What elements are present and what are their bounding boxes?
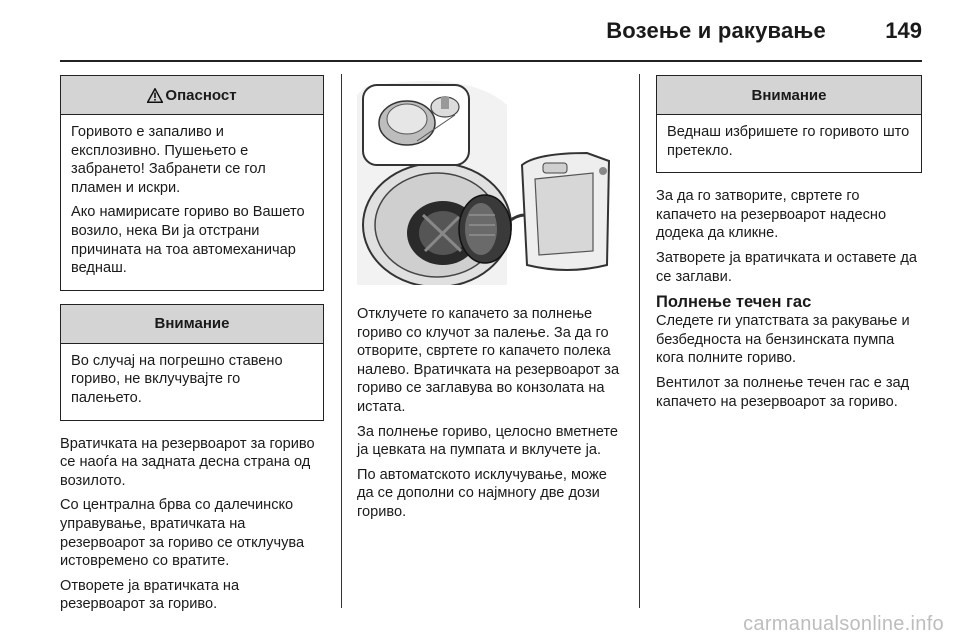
body-paragraph: Со централна брва со далечинско управување, вратичката на резервоарот за гориво се отклучува истовремено со вратите. (60, 497, 305, 570)
header-rule (60, 60, 922, 62)
page-header (60, 14, 922, 58)
page-title: Возење и ракување (606, 18, 826, 43)
fuel-filler-flap-illustration (357, 75, 615, 285)
notice-text: Во случај на погрешно ставено гориво, не вклучувајте го палењето. (71, 352, 283, 406)
danger-box-title: Опасност (165, 86, 237, 104)
body-paragraph: Вентилот за полнење течен гас е зад капачето на резервоарот за гориво. (656, 374, 910, 410)
body-paragraph: За да го затворите, свртете го капачето на резервоарот надесно додека да кликне. (656, 188, 887, 242)
notice-box-body (61, 344, 323, 420)
column-divider (639, 74, 640, 608)
column-divider (341, 74, 342, 608)
body-paragraph: По автоматското исклучување, може да се дополни со најмногу две дози гориво. (357, 466, 607, 520)
notice-text: Веднаш избришете го горивото што претекло. (667, 124, 910, 159)
danger-box-body (61, 115, 323, 290)
body-paragraph: За полнење гориво, целосно вметнете ја цевката на пумпата и вклучете ја. (357, 423, 619, 459)
body-paragraph: Отклучете го капачето за полнење гориво со клучот за палење. За да го отворите, свртете го капачето полека налево. Вратичката на резервоарот за гориво се заглавува во конзолата на истата. (357, 306, 620, 415)
watermark: carmanualsonline.info (743, 613, 944, 635)
body-paragraph: Затворете ја вратичката и оставете да се заглави. (656, 249, 917, 285)
danger-box (60, 75, 324, 291)
warning-triangle-icon (147, 88, 163, 103)
danger-text: Ако намирисате гориво во Вашето возило, нека Ви ја отстрани причината на тоа автомеханичар веднаш. (71, 204, 305, 277)
notice-box (60, 304, 324, 421)
body-paragraph: Следете ги упатствата за ракување и безбедноста на бензинската пумпа кога полните гориво. (656, 313, 910, 367)
column-3 (656, 75, 922, 417)
notice-box-header (61, 305, 323, 344)
page-number: 149 (885, 18, 922, 43)
danger-text: Горивото е запаливо и експлозивно. Пушењето е забрането! Забранети се гол пламен и искри. (71, 124, 266, 196)
notice-box-body (657, 115, 921, 172)
body-paragraph: Отворете ја вратичката на резервоарот за гориво. (60, 577, 240, 613)
notice-box-title: Внимание (751, 86, 827, 104)
section-heading: Полнење течен гас (656, 293, 812, 312)
notice-box-header (657, 76, 921, 115)
notice-box (656, 75, 922, 173)
column-2 (357, 75, 627, 528)
body-paragraph: Вратичката на резервоарот за гориво се наоѓа на задната десна страна од возилото. (60, 435, 315, 489)
notice-box-title: Внимание (154, 315, 230, 333)
column-1 (60, 75, 324, 620)
danger-box-header (61, 76, 323, 115)
